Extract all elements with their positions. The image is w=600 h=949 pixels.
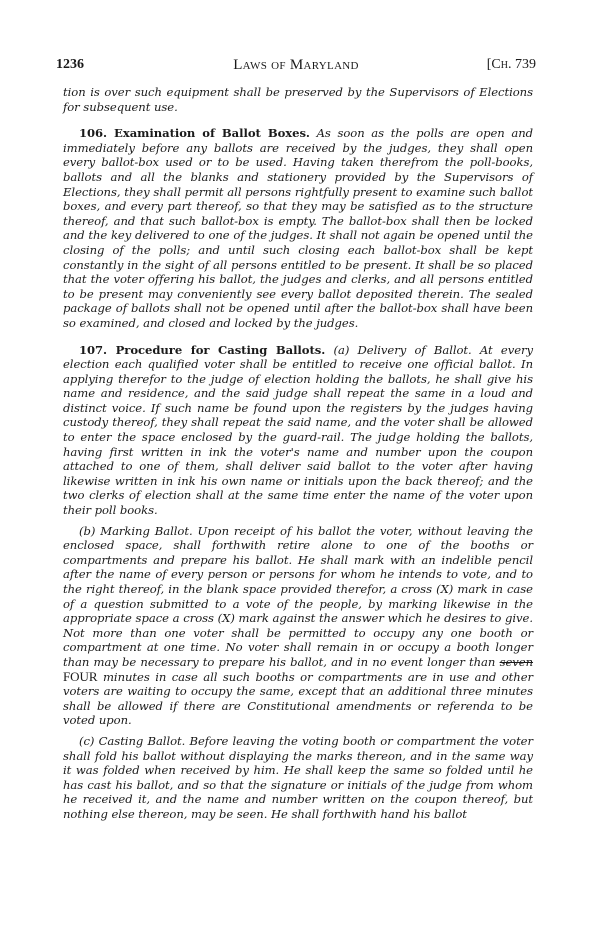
inserted-word: FOUR: [63, 668, 98, 684]
section-text: As soon as the polls are open and immediately before any ballots are received by the judges, they shall open every ballot-box used or to be used. Having taken therefrom the poll-books, ballots and all the blanks and stationery provided by the Supervisors of Elections, they shall permit all persons rightfully present to examine such ballot boxes, and every part thereof, so that they may be satisfied as to the structure thereof, and that such ballot-box is empty. The ballot-box shall then be locked and the key delivered to one of the judges. It shall not again be opened until the closing of the polls; and until such closing each ballot-box shall be kept constantly in the sight of all persons entitled to be present. It shall be so placed that the voter offering his ballot, the judges and clerks, and all persons entitled to be present may conveniently see every ballot deposited therein. The sealed package of ballots shall not be opened until after the ballot-box shall have been so examined, and closed and locked by the judges.: [63, 126, 534, 330]
running-title: Laws of Maryland: [233, 57, 359, 73]
continued-paragraph: [63, 85, 533, 114]
section-text-after: minutes in case all such booths or compartments are in use and other voters are waiting to occupy the same, except that an additional three minutes shall be allowed if there are Constitutional amendments or referenda to be voted upon.: [63, 669, 534, 728]
section-106: [63, 126, 533, 330]
section-107c: [63, 734, 533, 822]
struck-word: seven: [499, 654, 534, 669]
chapter-reference: [Ch. 739: [486, 57, 536, 72]
paragraph-text: tion is over such equipment shall be preserved by the Supervisors of Elections for subsequent use.: [63, 85, 533, 114]
section-text: (a) Delivery of Ballot. At every election each qualified voter shall be entitled to receive one official ballot. In applying therefor to the judge of election holding the ballots, he shall give his name and residence, and the said judge shall repeat the same in a loud and distinct voice. If such name be found upon the registers by the judges having custody thereof, they shall repeat the said name, and the voter shall be allowed to enter the space enclosed by the guard-rail. The judge holding the ballots, having first written in ink the voter's name and number upon the coupon attached to one of them, shall deliver said ballot to the voter after having likewise written in ink his own name or initials upon the back thereof; and the two clerks of election shall at the same time enter the name of the voter upon their poll books.: [63, 342, 534, 518]
section-heading: 107. Procedure for Casting Ballots.: [79, 342, 326, 357]
section-text-before: (b) Marking Ballot. Upon receipt of his ballot the voter, without leaving the enclosed space, shall forthwith retire alone to one of the booths or compartments and prepare his ballot. He shall mark with an indelible pencil after the name of every person or persons for whom he intends to vote, and to the right thereof, in the blank space provided therefor, a cross (X) mark in case of a question submitted to a vote of the people, by marking likewise in the appropriate space a cross (X) mark against the answer which he desires to give. Not more than one voter shall be permitted to occupy any one booth or compartment at one time. No voter shall remain in or occupy a booth longer than may be necessary to prepare his ballot, and in no event longer than: [63, 523, 533, 669]
section-heading: 106. Examination of Ballot Boxes.: [79, 126, 310, 141]
running-head: [56, 57, 536, 75]
section-107a: [63, 343, 533, 518]
page-number: 1236: [56, 57, 84, 72]
section-text: (c) Casting Ballot. Before leaving the voting booth or compartment the voter shall fold his ballot without displaying the marks thereon, and in the same way it was folded when received by him. He shall keep the same so folded until he has cast his ballot, and so that the signature or initials of the judge from whom he received it, and the name and number written on the coupon thereof, but nothing else thereon, may be seen. He shall forthwith hand his ballot: [63, 733, 533, 821]
body-text: [63, 85, 533, 822]
section-107b: [63, 524, 533, 728]
